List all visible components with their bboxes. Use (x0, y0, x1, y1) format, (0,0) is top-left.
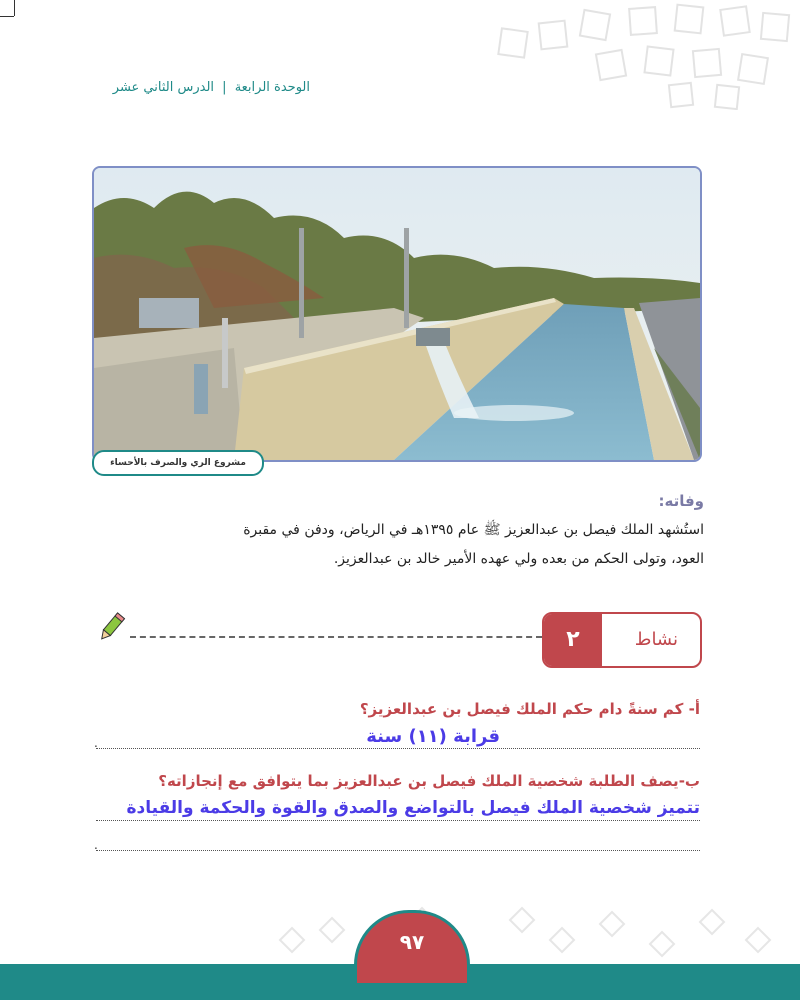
answer-line (96, 850, 700, 851)
question-b: ب-يصف الطلبة شخصية الملك فيصل بن عبدالعزيز بما يتوافق مع إنجازاته؟ (158, 772, 700, 790)
irrigation-canal-image (94, 168, 700, 460)
crop-mark (14, 0, 15, 16)
paragraph-line: العود، وتولى الحكم من بعده ولي عهده الأمير خالد بن عبدالعزيز. (333, 551, 704, 567)
activity-badge (542, 612, 702, 668)
paragraph-line: استُشهد الملك فيصل بن عبدالعزيز ﷺ عام ١٣٩٥هـ في الرياض، ودفن في مقبرة (243, 522, 704, 538)
header-separator: | (222, 80, 227, 95)
line-end-dot: . (94, 736, 98, 750)
answer-a: قرابة (١١) سنة (366, 726, 500, 747)
footer-pattern (260, 900, 800, 964)
decorative-pattern (490, 0, 800, 110)
unit-title: الوحدة الرابعة (234, 80, 310, 95)
section-paragraph (98, 516, 704, 574)
answer-line (96, 820, 700, 821)
page-number: ٩٧ (354, 910, 470, 986)
lesson-title: الدرس الثاني عشر (112, 80, 215, 95)
question-a: أ- كم سنةً دام حكم الملك فيصل بن عبدالعزيز؟ (359, 700, 700, 718)
line-end-dot: . (94, 838, 98, 852)
answer-line (96, 748, 700, 749)
activity-label: نشاط (634, 629, 678, 650)
irrigation-photo (92, 166, 702, 462)
figure-caption: مشروع الري والصرف بالأحساء (92, 450, 264, 476)
section-heading: وفاته: (658, 492, 704, 510)
activity-divider (130, 636, 542, 638)
crop-mark (0, 16, 14, 17)
pencil-icon (96, 612, 126, 642)
page-header (113, 80, 310, 95)
activity-number: ٢ (544, 614, 602, 666)
answer-b: تتميز شخصية الملك فيصل بالتواضع والصدق والقوة والحكمة والقيادة (126, 798, 700, 818)
